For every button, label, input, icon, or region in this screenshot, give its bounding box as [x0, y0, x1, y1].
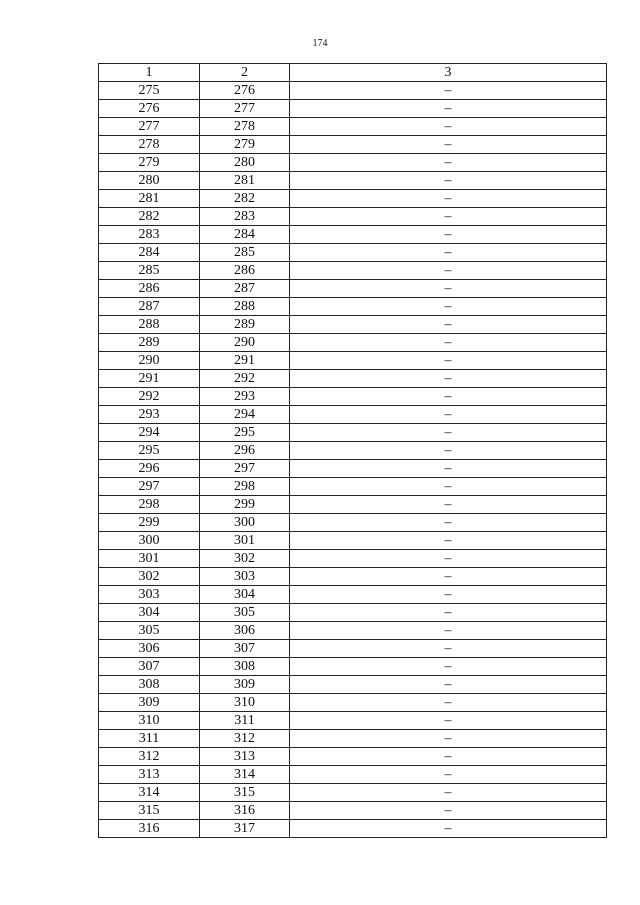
table-cell-col-2: 280 — [200, 154, 290, 172]
table-row — [99, 748, 607, 766]
table-row — [99, 100, 607, 118]
table-row — [99, 712, 607, 730]
table-row — [99, 172, 607, 190]
table-cell-col-2: 311 — [200, 712, 290, 730]
table-cell-col-1: 288 — [99, 316, 200, 334]
table-cell-col-3: – — [290, 208, 607, 226]
table-cell-col-1: 307 — [99, 658, 200, 676]
table-cell-col-2: 288 — [200, 298, 290, 316]
table-cell-col-2: 289 — [200, 316, 290, 334]
table-cell-col-1: 310 — [99, 712, 200, 730]
table-cell-col-1: 293 — [99, 406, 200, 424]
table-cell-col-3: – — [290, 622, 607, 640]
table-cell-col-3: – — [290, 298, 607, 316]
table-cell-col-1: 287 — [99, 298, 200, 316]
table-cell-col-3: – — [290, 388, 607, 406]
table-cell-col-3: – — [290, 262, 607, 280]
table-cell-col-2: 281 — [200, 172, 290, 190]
table-row — [99, 424, 607, 442]
table-row — [99, 532, 607, 550]
table-row — [99, 514, 607, 532]
table-cell-col-3: – — [290, 370, 607, 388]
table-cell-col-2: 315 — [200, 784, 290, 802]
table-cell-col-2: 301 — [200, 532, 290, 550]
table-cell-col-2: 284 — [200, 226, 290, 244]
table-row — [99, 730, 607, 748]
table-cell-col-3: – — [290, 280, 607, 298]
table-cell-col-2: 294 — [200, 406, 290, 424]
page-number: 174 — [312, 38, 328, 49]
table-cell-col-2: 297 — [200, 460, 290, 478]
table-cell-col-1: 308 — [99, 676, 200, 694]
column-header-3: 3 — [290, 64, 607, 82]
table-cell-col-2: 306 — [200, 622, 290, 640]
table-cell-col-3: – — [290, 730, 607, 748]
table-cell-col-2: 298 — [200, 478, 290, 496]
table-row — [99, 460, 607, 478]
table-cell-col-3: – — [290, 550, 607, 568]
table-cell-col-1: 278 — [99, 136, 200, 154]
table-cell-col-1: 300 — [99, 532, 200, 550]
table-row — [99, 802, 607, 820]
table-cell-col-1: 299 — [99, 514, 200, 532]
table-row — [99, 820, 607, 838]
table-row — [99, 406, 607, 424]
table-cell-col-3: – — [290, 748, 607, 766]
table-cell-col-3: – — [290, 172, 607, 190]
table-cell-col-3: – — [290, 100, 607, 118]
table-cell-col-1: 295 — [99, 442, 200, 460]
table-row — [99, 370, 607, 388]
table-cell-col-3: – — [290, 820, 607, 838]
table-cell-col-1: 297 — [99, 478, 200, 496]
column-header-2: 2 — [200, 64, 290, 82]
table-cell-col-2: 313 — [200, 748, 290, 766]
table-cell-col-2: 317 — [200, 820, 290, 838]
table-cell-col-3: – — [290, 694, 607, 712]
table-row — [99, 442, 607, 460]
table-row — [99, 388, 607, 406]
table-row — [99, 784, 607, 802]
table-cell-col-2: 285 — [200, 244, 290, 262]
table-row — [99, 586, 607, 604]
table-cell-col-1: 291 — [99, 370, 200, 388]
table-row — [99, 154, 607, 172]
table-row — [99, 550, 607, 568]
table-cell-col-1: 286 — [99, 280, 200, 298]
table-row — [99, 766, 607, 784]
table-cell-col-2: 303 — [200, 568, 290, 586]
table-cell-col-1: 276 — [99, 100, 200, 118]
table-cell-col-1: 296 — [99, 460, 200, 478]
table-cell-col-2: 314 — [200, 766, 290, 784]
header-row — [99, 64, 607, 82]
table-cell-col-3: – — [290, 784, 607, 802]
table-cell-col-2: 309 — [200, 676, 290, 694]
table-row — [99, 208, 607, 226]
table-row — [99, 640, 607, 658]
table-cell-col-3: – — [290, 802, 607, 820]
table-row — [99, 298, 607, 316]
table-cell-col-1: 316 — [99, 820, 200, 838]
data-table — [98, 63, 607, 838]
table-row — [99, 280, 607, 298]
table-row — [99, 316, 607, 334]
table-row — [99, 496, 607, 514]
table-cell-col-2: 286 — [200, 262, 290, 280]
table-cell-col-2: 307 — [200, 640, 290, 658]
table-cell-col-2: 304 — [200, 586, 290, 604]
table-cell-col-3: – — [290, 460, 607, 478]
table-cell-col-3: – — [290, 532, 607, 550]
table-cell-col-2: 308 — [200, 658, 290, 676]
table-cell-col-1: 313 — [99, 766, 200, 784]
table-row — [99, 190, 607, 208]
table-cell-col-2: 290 — [200, 334, 290, 352]
table-cell-col-1: 292 — [99, 388, 200, 406]
table-row — [99, 82, 607, 100]
table-cell-col-3: – — [290, 352, 607, 370]
table-cell-col-3: – — [290, 118, 607, 136]
table-cell-col-2: 278 — [200, 118, 290, 136]
table-cell-col-2: 287 — [200, 280, 290, 298]
column-header-1: 1 — [99, 64, 200, 82]
table-cell-col-1: 282 — [99, 208, 200, 226]
table-cell-col-2: 292 — [200, 370, 290, 388]
table-cell-col-1: 301 — [99, 550, 200, 568]
table-cell-col-1: 305 — [99, 622, 200, 640]
table-cell-col-2: 302 — [200, 550, 290, 568]
table-cell-col-1: 281 — [99, 190, 200, 208]
table-cell-col-3: – — [290, 154, 607, 172]
table-cell-col-3: – — [290, 766, 607, 784]
table-cell-col-3: – — [290, 442, 607, 460]
table-cell-col-3: – — [290, 424, 607, 442]
table-cell-col-1: 294 — [99, 424, 200, 442]
table-cell-col-3: – — [290, 586, 607, 604]
table-row — [99, 568, 607, 586]
table-cell-col-1: 275 — [99, 82, 200, 100]
table-cell-col-1: 283 — [99, 226, 200, 244]
table-row — [99, 694, 607, 712]
table-row — [99, 226, 607, 244]
table-cell-col-1: 303 — [99, 586, 200, 604]
table-cell-col-1: 290 — [99, 352, 200, 370]
table-cell-col-1: 315 — [99, 802, 200, 820]
table-row — [99, 244, 607, 262]
table-cell-col-2: 300 — [200, 514, 290, 532]
table-cell-col-3: – — [290, 496, 607, 514]
table-cell-col-3: – — [290, 712, 607, 730]
table-cell-col-1: 279 — [99, 154, 200, 172]
table-cell-col-3: – — [290, 478, 607, 496]
table-cell-col-2: 316 — [200, 802, 290, 820]
table-row — [99, 352, 607, 370]
table-row — [99, 136, 607, 154]
table-cell-col-2: 293 — [200, 388, 290, 406]
table-row — [99, 334, 607, 352]
table-body — [99, 82, 607, 838]
table-cell-col-1: 304 — [99, 604, 200, 622]
table-cell-col-3: – — [290, 658, 607, 676]
table-cell-col-3: – — [290, 136, 607, 154]
table-cell-col-2: 282 — [200, 190, 290, 208]
table-row — [99, 604, 607, 622]
table-cell-col-1: 280 — [99, 172, 200, 190]
table-row — [99, 478, 607, 496]
table-row — [99, 658, 607, 676]
table-cell-col-3: – — [290, 676, 607, 694]
table-row — [99, 622, 607, 640]
table-cell-col-1: 298 — [99, 496, 200, 514]
table-header — [99, 64, 607, 82]
table-cell-col-2: 279 — [200, 136, 290, 154]
table-row — [99, 118, 607, 136]
table-cell-col-1: 311 — [99, 730, 200, 748]
table-cell-col-2: 283 — [200, 208, 290, 226]
table-cell-col-2: 296 — [200, 442, 290, 460]
table-cell-col-1: 284 — [99, 244, 200, 262]
table-cell-col-1: 302 — [99, 568, 200, 586]
table-cell-col-2: 312 — [200, 730, 290, 748]
table-cell-col-3: – — [290, 190, 607, 208]
table-cell-col-3: – — [290, 334, 607, 352]
table-cell-col-3: – — [290, 316, 607, 334]
table-cell-col-2: 310 — [200, 694, 290, 712]
table-cell-col-3: – — [290, 226, 607, 244]
table-cell-col-1: 277 — [99, 118, 200, 136]
table-cell-col-1: 306 — [99, 640, 200, 658]
table-cell-col-3: – — [290, 514, 607, 532]
table-cell-col-2: 291 — [200, 352, 290, 370]
table-cell-col-3: – — [290, 244, 607, 262]
table-cell-col-3: – — [290, 604, 607, 622]
table-cell-col-2: 305 — [200, 604, 290, 622]
table-cell-col-3: – — [290, 82, 607, 100]
table-cell-col-3: – — [290, 568, 607, 586]
table-cell-col-3: – — [290, 406, 607, 424]
table-cell-col-1: 312 — [99, 748, 200, 766]
table-cell-col-1: 309 — [99, 694, 200, 712]
table-row — [99, 676, 607, 694]
table-cell-col-2: 277 — [200, 100, 290, 118]
table-cell-col-2: 295 — [200, 424, 290, 442]
table-row — [99, 262, 607, 280]
table-cell-col-2: 299 — [200, 496, 290, 514]
table-cell-col-1: 314 — [99, 784, 200, 802]
table-cell-col-2: 276 — [200, 82, 290, 100]
table-cell-col-1: 285 — [99, 262, 200, 280]
table-cell-col-3: – — [290, 640, 607, 658]
table-cell-col-1: 289 — [99, 334, 200, 352]
